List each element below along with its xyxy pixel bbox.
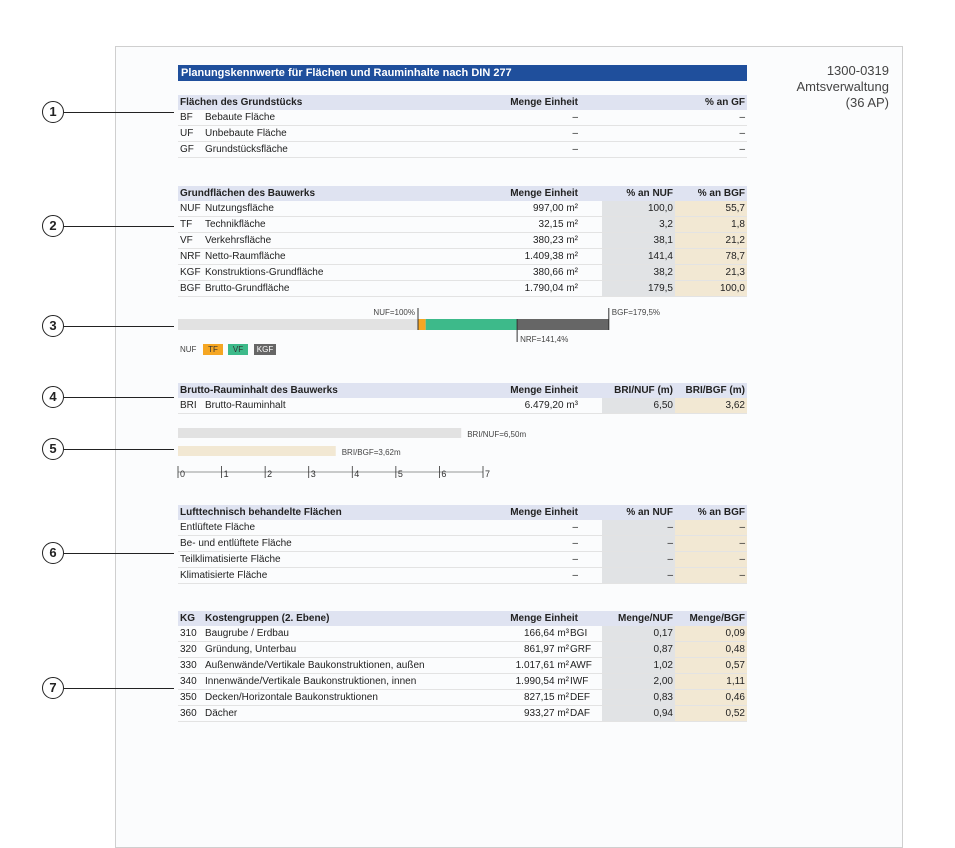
row-name: Brutto-Grundfläche [205, 283, 290, 294]
table-header [178, 383, 747, 398]
row-abbr: NRF [180, 251, 201, 262]
bri-bar-label-0: BRI/NUF=6,50m [467, 430, 527, 439]
table-row [178, 265, 747, 281]
header-pct: % an GF [704, 97, 745, 108]
row-p2: 55,7 [675, 201, 747, 216]
row-p2: 78,7 [675, 249, 747, 264]
row-p1: 141,4 [602, 249, 675, 264]
table-row [178, 706, 747, 722]
row-menge: – [572, 554, 578, 565]
row-value: 1.017,61 m² [515, 660, 569, 671]
row-name: Technikfläche [205, 219, 266, 230]
row-p1: 3,2 [602, 217, 675, 232]
row-name: Gründung, Unterbau [205, 644, 297, 655]
legend-label-tf: TF [208, 345, 218, 354]
table-header [178, 505, 747, 520]
row-abbr: GF [180, 144, 194, 155]
row-p2: 100,0 [675, 281, 747, 296]
row-menge: – [572, 538, 578, 549]
row-menge: – [572, 570, 578, 581]
table-row [178, 520, 747, 536]
header-name: Brutto-Rauminhalt des Bauwerks [180, 385, 338, 396]
row-unit: DAF [570, 708, 590, 719]
row-p2: 3,62 [675, 398, 747, 413]
row-name: Decken/Horizontale Baukonstruktionen [205, 692, 378, 703]
row-pct: – [739, 128, 745, 139]
row-name: Innenwände/Vertikale Baukonstruktionen, innen [205, 676, 417, 687]
table-row [178, 142, 747, 158]
row-abbr: VF [180, 235, 193, 246]
header-p2: % an BGF [697, 507, 745, 518]
rauminhalt-table [178, 383, 747, 414]
row-p1: 6,50 [602, 398, 675, 413]
row-p2: 0,57 [675, 658, 747, 673]
table-row [178, 217, 747, 233]
header-name: Lufttechnisch behandelte Flächen [180, 507, 342, 518]
axis-tick-label-0: 0 [180, 469, 186, 479]
row-p2: – [675, 520, 747, 535]
nuf-marker-label: NUF=100% [373, 308, 415, 317]
row-name: Konstruktions-Grundfläche [205, 267, 324, 278]
bri-bar-0 [178, 428, 461, 438]
row-p1: 2,00 [602, 674, 675, 689]
callout-2: 2 [42, 215, 64, 237]
table-row [178, 281, 747, 297]
legend-label-nuf: NUF [180, 345, 197, 354]
row-p1: 100,0 [602, 201, 675, 216]
row-kg: 310 [180, 628, 197, 639]
row-kg: 320 [180, 644, 197, 655]
table-row [178, 642, 747, 658]
bgf-marker-label: BGF=179,5% [611, 308, 661, 317]
row-kg: 330 [180, 660, 197, 671]
table-row [178, 626, 747, 642]
area-composition-bar [170, 302, 710, 362]
row-name: Außenwände/Vertikale Baukonstruktionen, außen [205, 660, 425, 671]
callout-line-6 [64, 553, 174, 554]
callout-line-1 [64, 112, 174, 113]
table-row [178, 658, 747, 674]
table-row [178, 552, 747, 568]
row-p2: – [675, 568, 747, 583]
table-row [178, 249, 747, 265]
axis-tick-label-2: 2 [267, 469, 273, 479]
row-menge: 997,00 m² [532, 203, 578, 214]
header-menge: Menge Einheit [510, 507, 578, 518]
table-row [178, 126, 747, 142]
header-name: Kostengruppen (2. Ebene) [205, 613, 330, 624]
row-value: 166,64 m³ [523, 628, 569, 639]
header-menge: Menge Einheit [510, 385, 578, 396]
callout-5: 5 [42, 438, 64, 460]
row-abbr: TF [180, 219, 193, 230]
bar-segment-kgf [517, 319, 609, 330]
row-name: Netto-Raumfläche [205, 251, 286, 262]
row-p1: 1,02 [602, 658, 675, 673]
callout-line-4 [64, 397, 174, 398]
document-id-block [797, 63, 889, 111]
row-unit: DEF [570, 692, 590, 703]
row-menge: 1.409,38 m² [524, 251, 578, 262]
table-row [178, 674, 747, 690]
row-name: Teilklimatisierte Fläche [180, 554, 281, 565]
row-menge: 380,66 m² [532, 267, 578, 278]
callout-3: 3 [42, 315, 64, 337]
row-name: Bebaute Fläche [205, 112, 276, 123]
kosten-table [178, 611, 747, 722]
row-p1: 0,17 [602, 626, 675, 641]
row-p1: 0,87 [602, 642, 675, 657]
table-row [178, 233, 747, 249]
row-menge: 32,15 m² [538, 219, 578, 230]
row-p1: 0,94 [602, 706, 675, 721]
row-p2: 21,2 [675, 233, 747, 248]
row-name: Klimatisierte Fläche [180, 570, 268, 581]
row-pct: – [739, 144, 745, 155]
row-name: Brutto-Rauminhalt [205, 400, 286, 411]
bri-bar-1 [178, 446, 336, 456]
row-menge: 1.790,04 m² [524, 283, 578, 294]
header-p1: % an NUF [626, 188, 673, 199]
row-name: Nutzungsfläche [205, 203, 274, 214]
row-p1: – [602, 520, 675, 535]
callout-7: 7 [42, 677, 64, 699]
callout-1: 1 [42, 101, 64, 123]
row-abbr: BRI [180, 400, 197, 411]
row-p1: 38,1 [602, 233, 675, 248]
row-abbr: BGF [180, 283, 201, 294]
axis-tick-label-1: 1 [223, 469, 229, 479]
row-name: Grundstücksfläche [205, 144, 288, 155]
header-p1: % an NUF [626, 507, 673, 518]
table-row [178, 201, 747, 217]
row-kg: 350 [180, 692, 197, 703]
header-p2: BRI/BGF (m) [685, 385, 745, 396]
axis-tick-label-7: 7 [485, 469, 491, 479]
row-p2: 1,11 [675, 674, 747, 689]
grundflaechen-table [178, 186, 747, 297]
axis-tick-label-6: 6 [441, 469, 447, 479]
legend-label-vf: VF [232, 345, 244, 354]
header-menge: Menge Einheit [510, 188, 578, 199]
row-value: 861,97 m² [523, 644, 569, 655]
row-p2: 1,8 [675, 217, 747, 232]
table-header [178, 186, 747, 201]
row-name: Dächer [205, 708, 238, 719]
row-menge: – [572, 112, 578, 123]
row-p1: – [602, 552, 675, 567]
grundstueck-table [178, 95, 747, 158]
document-code: 1300-0319 [826, 63, 889, 78]
row-unit: IWF [570, 676, 589, 687]
table-row [178, 568, 747, 584]
row-unit: BGI [570, 628, 588, 639]
callout-line-2 [64, 226, 174, 227]
header-p1: Menge/NUF [618, 613, 673, 624]
row-p1: – [602, 568, 675, 583]
callout-6: 6 [42, 542, 64, 564]
header-kg: KG [180, 613, 195, 624]
callout-line-7 [64, 688, 174, 689]
document-department: Amtsverwaltung [796, 79, 889, 94]
axis-tick-label-3: 3 [310, 469, 316, 479]
table-row [178, 398, 747, 414]
row-kg: 360 [180, 708, 197, 719]
row-menge: – [572, 144, 578, 155]
table-row [178, 536, 747, 552]
row-p2: – [675, 536, 747, 551]
row-p2: 0,52 [675, 706, 747, 721]
row-pct: – [739, 112, 745, 123]
table-header [178, 611, 747, 626]
row-p1: 38,2 [602, 265, 675, 280]
callout-line-3 [64, 326, 174, 327]
row-abbr: BF [180, 112, 193, 123]
row-p1: – [602, 536, 675, 551]
row-value: 933,27 m² [523, 708, 569, 719]
header-name: Grundflächen des Bauwerks [180, 188, 316, 199]
row-p1: 179,5 [602, 281, 675, 296]
header-p2: Menge/BGF [689, 613, 745, 624]
row-unit: AWF [570, 660, 592, 671]
document-workplaces: (36 AP) [845, 95, 889, 110]
row-unit: GRF [570, 644, 592, 655]
row-p2: 0,48 [675, 642, 747, 657]
row-abbr: UF [180, 128, 194, 139]
row-p2: – [675, 552, 747, 567]
header-menge: Menge Einheit [510, 613, 578, 624]
row-name: Unbebaute Fläche [205, 128, 287, 139]
bar-segment-vf [426, 319, 517, 330]
row-name: Baugrube / Erdbau [205, 628, 289, 639]
header-name: Flächen des Grundstücks [180, 97, 303, 108]
row-name: Entlüftete Fläche [180, 522, 256, 533]
row-abbr: KGF [180, 267, 201, 278]
row-name: Verkehrsfläche [205, 235, 272, 246]
row-p2: 21,3 [675, 265, 747, 280]
row-menge: 380,23 m² [532, 235, 578, 246]
report-title: Planungskennwerte für Flächen und Rauminhalte nach DIN 277 [178, 65, 747, 81]
bri-bar-chart [170, 422, 590, 484]
bar-segment-nuf [178, 319, 418, 330]
table-header [178, 95, 747, 110]
row-menge: – [572, 128, 578, 139]
callout-line-5 [64, 449, 174, 450]
table-row [178, 690, 747, 706]
bar-segment-tf [418, 319, 426, 330]
row-value: 827,15 m² [523, 692, 569, 703]
axis-tick-label-5: 5 [397, 469, 403, 479]
row-menge: – [572, 522, 578, 533]
row-value: 1.990,54 m² [515, 676, 569, 687]
row-name: Be- und entlüftete Fläche [180, 538, 292, 549]
row-p2: 0,46 [675, 690, 747, 705]
bri-bar-label-1: BRI/BGF=3,62m [341, 448, 401, 457]
row-abbr: NUF [180, 203, 201, 214]
table-row [178, 110, 747, 126]
row-p1: 0,83 [602, 690, 675, 705]
legend-label-kgf: KGF [256, 345, 274, 354]
header-menge: Menge Einheit [510, 97, 578, 108]
luft-table [178, 505, 747, 584]
row-p2: 0,09 [675, 626, 747, 641]
row-kg: 340 [180, 676, 197, 687]
callout-4: 4 [42, 386, 64, 408]
header-p1: BRI/NUF (m) [614, 385, 673, 396]
header-p2: % an BGF [697, 188, 745, 199]
nrf-marker-label: NRF=141,4% [520, 335, 569, 344]
row-menge: 6.479,20 m³ [524, 400, 578, 411]
axis-tick-label-4: 4 [354, 469, 360, 479]
